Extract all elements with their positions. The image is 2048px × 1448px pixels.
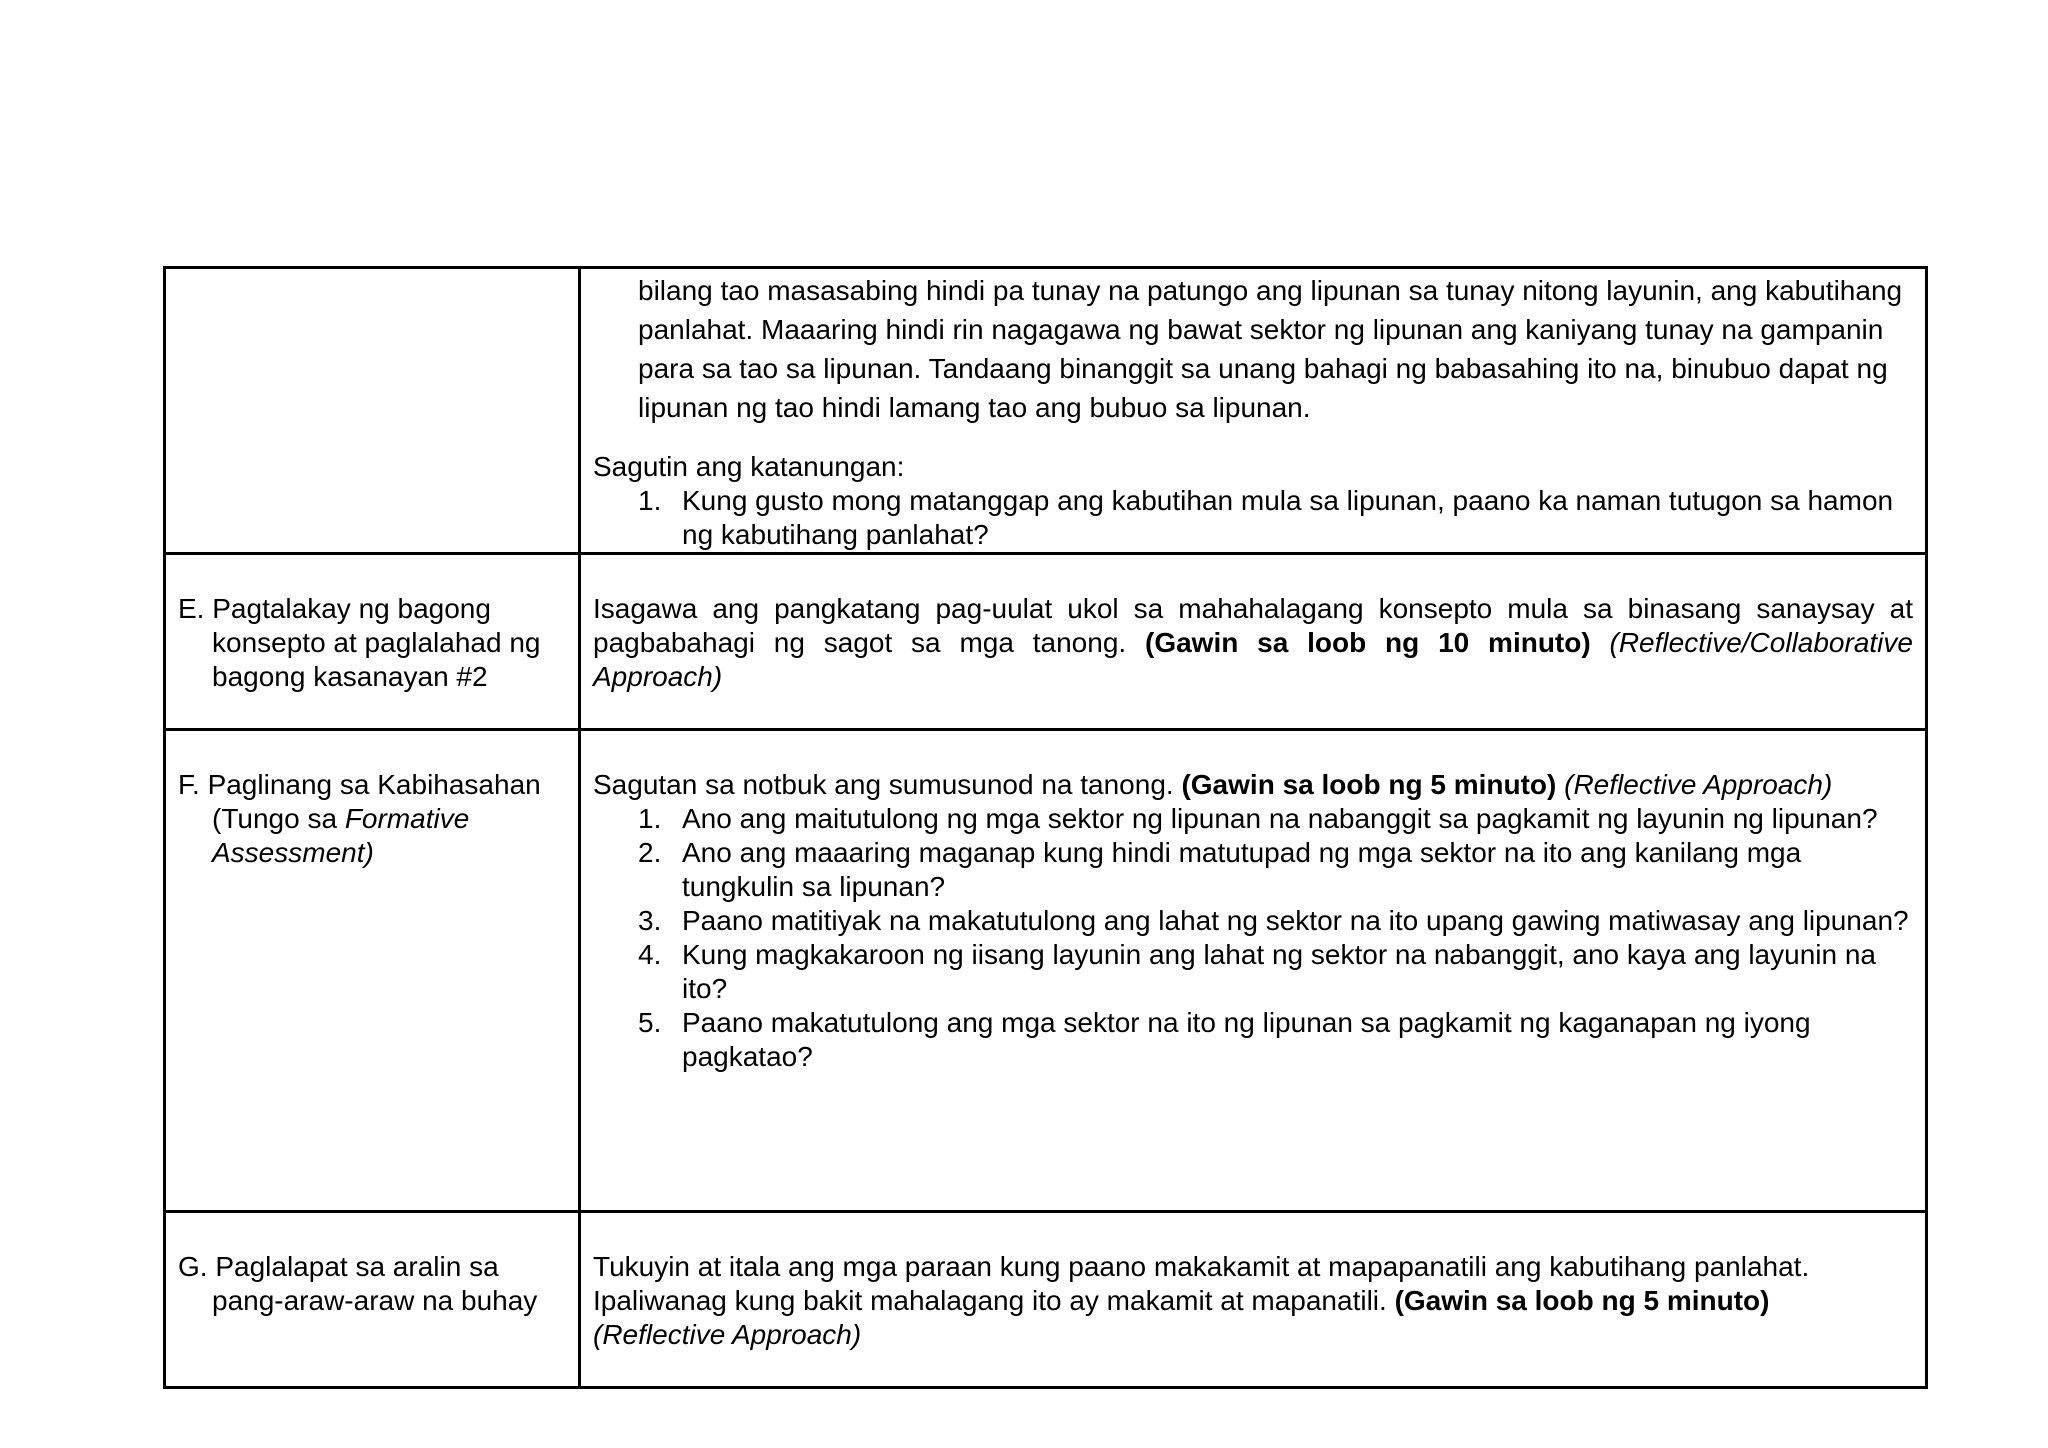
question-list: [593, 484, 1913, 552]
row-label-cell: [165, 554, 580, 730]
question-text: Paano makatutulong ang mga sektor na ito ng lipunan sa pagkamit ng kaganapan ng iyong pagkatao?: [682, 1007, 1811, 1072]
list-item: [638, 938, 1913, 1006]
label-text: Paglinang sa Kabihasahan (Tungo sa: [207, 769, 541, 834]
table-row: [165, 268, 1927, 554]
lesson-plan-table: [163, 266, 1928, 1389]
list-number: 2.: [638, 837, 662, 868]
activity-text: Tukuyin at itala ang mga paraan kung paano makakamit at mapapanatili ang kabutihang panlahat. Ipaliwanag kung bakit mahalagang ito ay makamit at mapanatili.: [593, 1251, 1810, 1316]
row-content-cell: [580, 554, 1927, 730]
approach-note: (Reflective Approach): [1564, 769, 1833, 800]
question-text: Kung gusto mong matanggap ang kabutihan mula sa lipunan, paano ka naman tutugon sa hamon ng kabutihang panlahat?: [682, 485, 1894, 550]
label-letter: G.: [178, 1251, 208, 1282]
label-letter: E.: [178, 593, 205, 624]
table-row: [165, 730, 1927, 1212]
list-number: 4.: [638, 939, 662, 970]
table-row: [165, 1212, 1927, 1388]
label-text: Pagtalakay ng bagong konsepto at paglalahad ng bagong kasanayan #2: [212, 593, 541, 692]
question-text: Ano ang maaaring maganap kung hindi matutupad ng mga sektor na ito ang kanilang mga tungkulin sa lipunan?: [682, 837, 1802, 902]
row-label-cell: [165, 730, 580, 1212]
question-text: Ano ang maitutulong ng mga sektor ng lipunan na nabanggit sa pagkamit ng layunin ng lipunan?: [682, 803, 1878, 834]
list-item: [638, 802, 1913, 836]
row-label-cell-empty: [165, 268, 580, 554]
row-label: [178, 592, 566, 694]
activity-paragraph: [593, 768, 1913, 802]
question-text: Paano matitiyak na makatutulong ang lahat ng sektor na ito upang gawing matiwasay ang lipunan?: [682, 905, 1909, 936]
time-note: (Gawin sa loob ng 5 minuto): [1394, 1285, 1770, 1316]
row-content-cell: [580, 268, 1927, 554]
list-number: 1.: [638, 485, 662, 516]
activity-paragraph: [593, 1250, 1913, 1352]
continuation-paragraph: bilang tao masasabing hindi pa tunay na patungo ang lipunan sa tunay nitong layunin, ang kabutihang panlahat. Maaaring hindi rin nagagawa ng bawat sektor ng lipunan ang kaniyang tunay na gampanin para sa tao sa lipunan. Tandaang binanggit sa unang bahagi ng babasahing ito na, binubuo dapat ng lipunan ng tao hindi lamang tao ang bubuo sa lipunan.: [638, 275, 1903, 423]
label-italic-text: Formative Assessment): [212, 803, 470, 868]
list-item: [638, 904, 1913, 938]
list-item: [638, 1006, 1913, 1074]
list-item: [638, 484, 1913, 552]
list-item: [638, 836, 1913, 904]
approach-note: (Reflective/Collaborative Approach): [593, 627, 1913, 692]
question-list: [593, 802, 1913, 1074]
activity-text: Isagawa ang pangkatang pag-uulat ukol sa mahahalagang konsepto mula sa binasang sanaysay at pagbabahagi ng sagot sa mga tanong.: [593, 593, 1913, 658]
list-number: 3.: [638, 905, 662, 936]
row-label-cell: [165, 1212, 580, 1388]
question-prompt: Sagutin ang katanungan:: [593, 451, 905, 482]
label-letter: F.: [178, 769, 200, 800]
activity-text: Sagutan sa notbuk ang sumusunod na tanong.: [593, 769, 1174, 800]
list-number: 1.: [638, 803, 662, 834]
activity-paragraph: [593, 592, 1913, 694]
row-label: [178, 768, 566, 870]
time-note: (Gawin sa loob ng 10 minuto): [1145, 627, 1591, 658]
table-row: [165, 554, 1927, 730]
time-note: (Gawin sa loob ng 5 minuto): [1181, 769, 1557, 800]
row-content-cell: [580, 730, 1927, 1212]
question-text: Kung magkakaroon ng iisang layunin ang lahat ng sektor na nabanggit, ano kaya ang layunin na ito?: [682, 939, 1876, 1004]
label-text: Paglalapat sa aralin sa pang-araw-araw na buhay: [212, 1251, 538, 1316]
row-label: [178, 1250, 566, 1318]
approach-note: (Reflective Approach): [593, 1319, 862, 1350]
row-content-cell: [580, 1212, 1927, 1388]
list-number: 5.: [638, 1007, 662, 1038]
